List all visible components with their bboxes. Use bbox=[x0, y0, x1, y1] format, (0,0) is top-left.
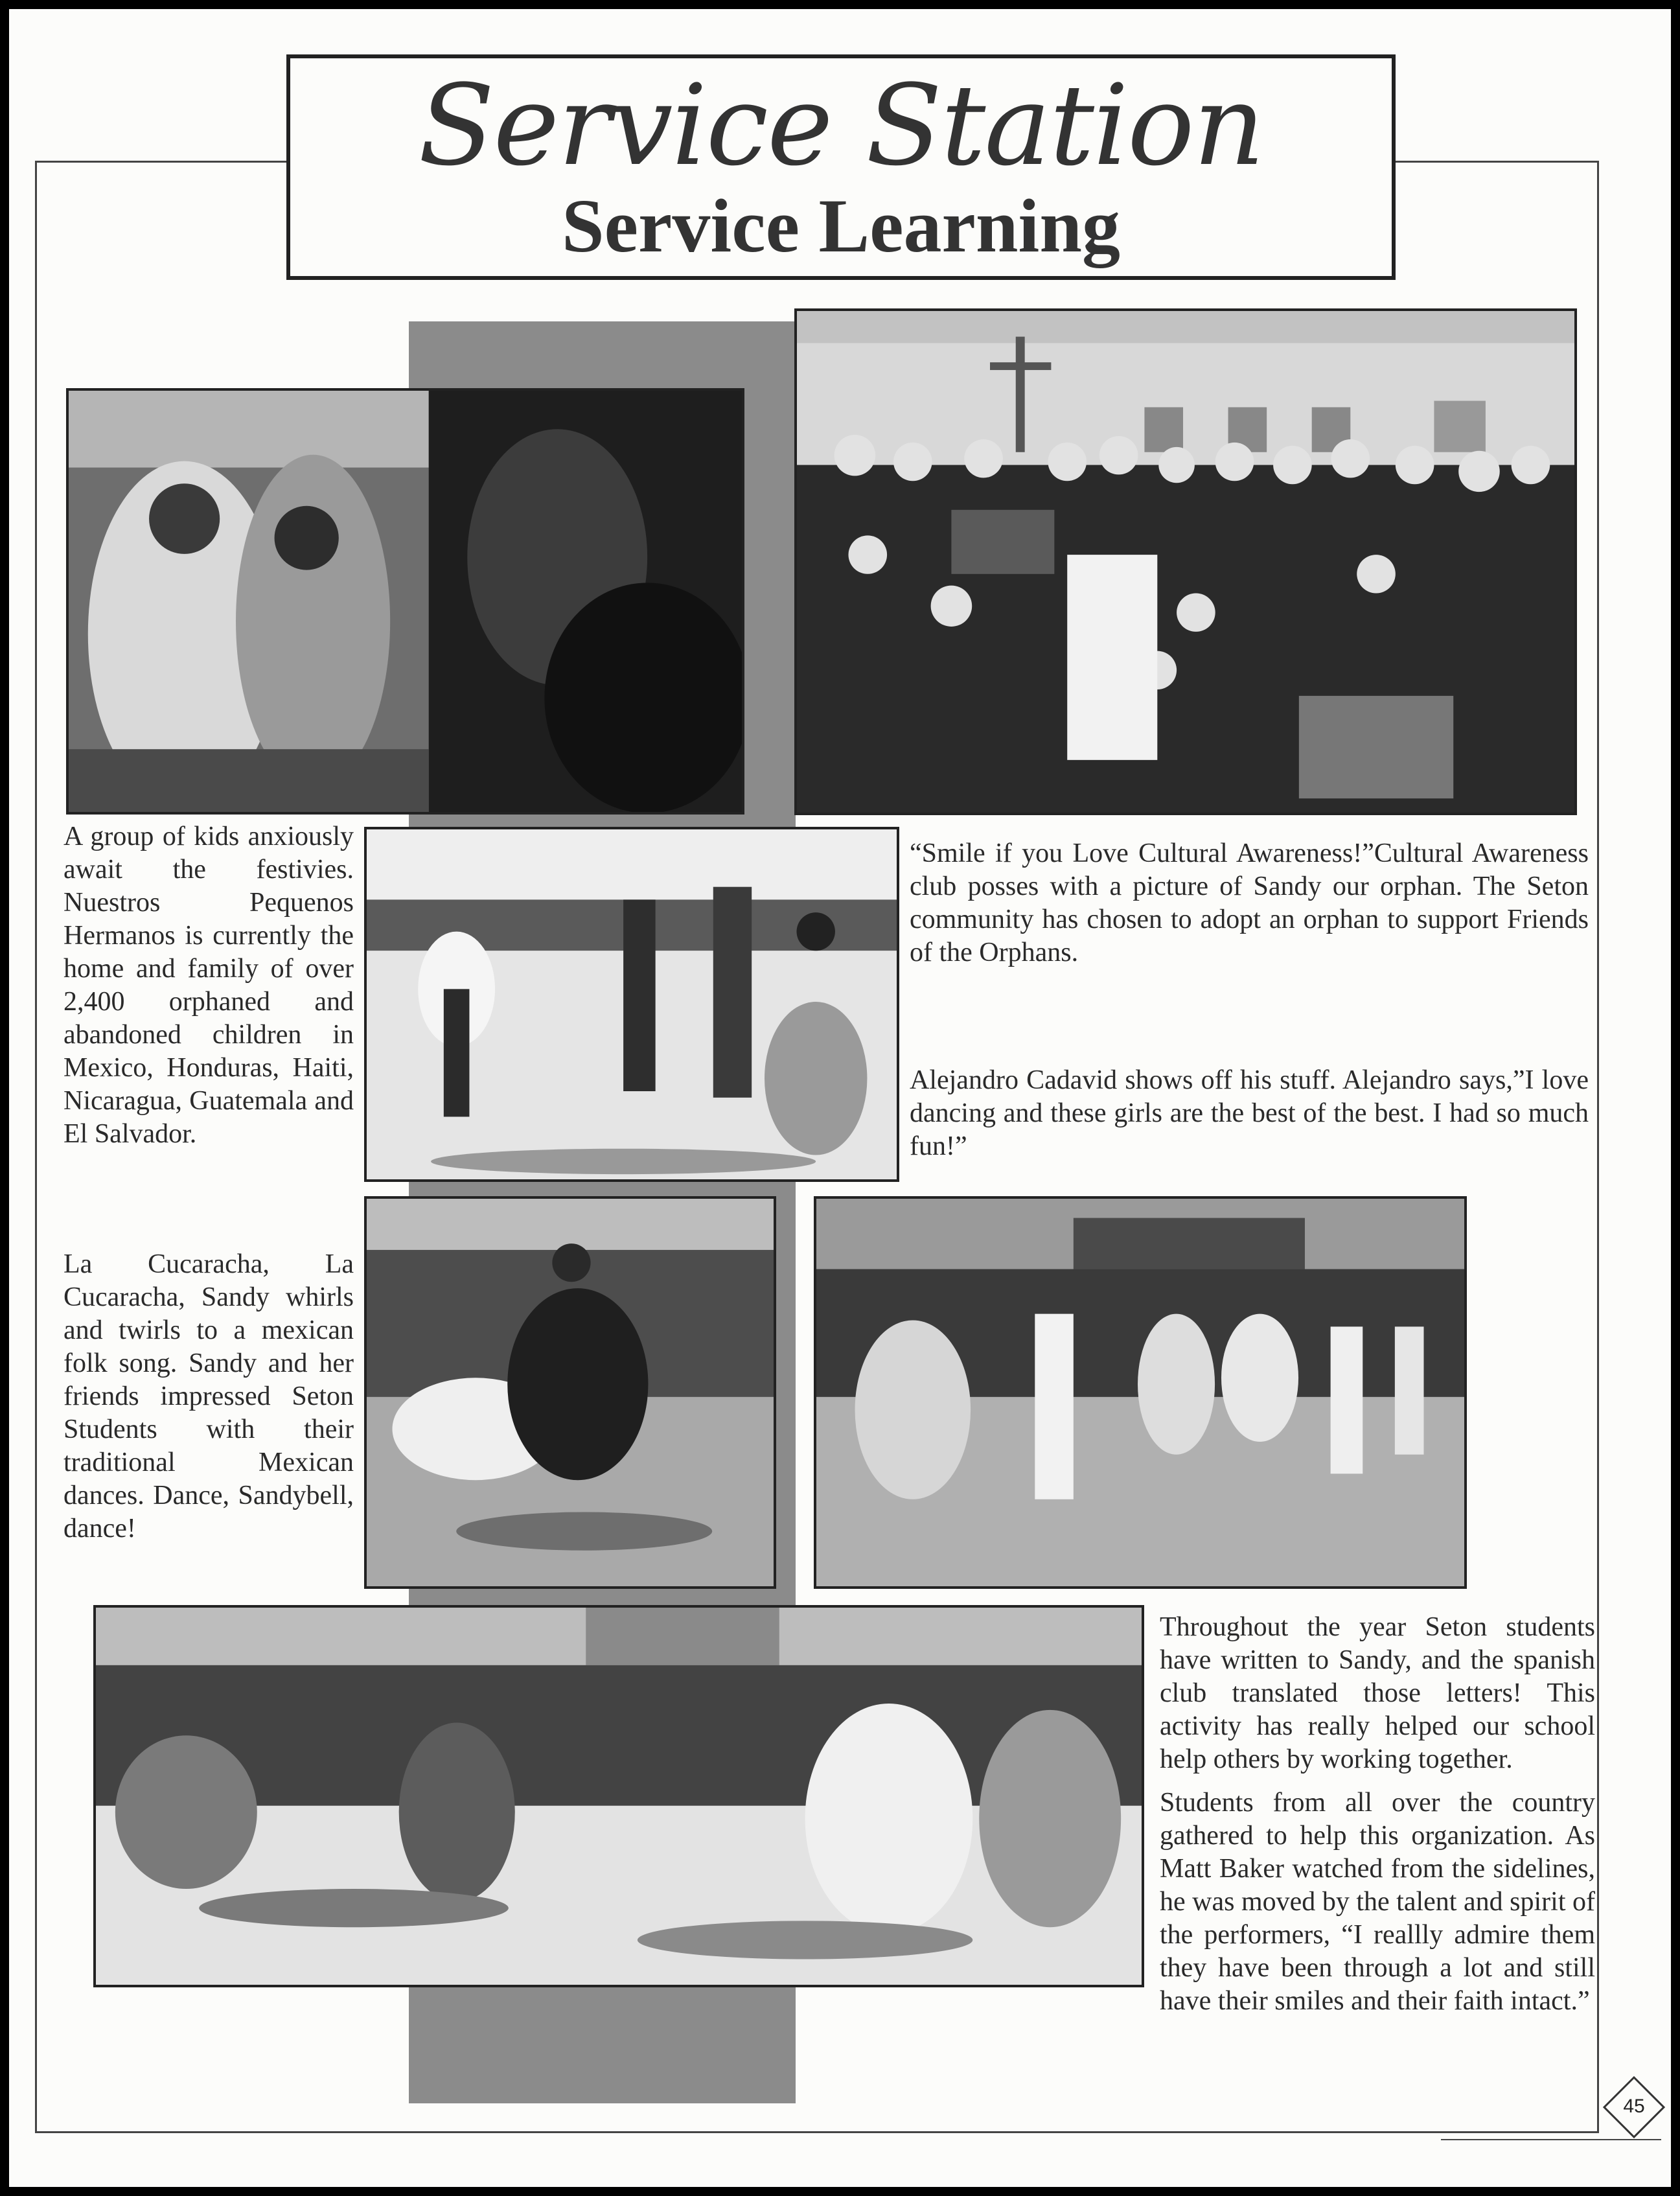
photo-club-group bbox=[794, 308, 1577, 815]
footer-rule bbox=[1441, 2139, 1661, 2140]
photo-line-dance-image bbox=[816, 1199, 1464, 1586]
page-title: Service Station bbox=[418, 60, 1264, 191]
photo-couple-dance-image bbox=[367, 829, 897, 1179]
caption-kids-text: A group of kids anxiously await the festivies. Nuestros Pequenos Hermanos is currently the home and family of over 2,400 orphaned and abandoned children in Mexico, Honduras, Haiti, Nicaragua, Guatemala and El Salvador. bbox=[63, 822, 354, 1149]
photo-crowd-dance-image bbox=[96, 1608, 1142, 1985]
caption-cucaracha-text: La Cucaracha, La Cucaracha, Sandy whirls and twirls to a mexican folk song. Sandy and her friends impressed Seton Students with their traditional Mexican dances. Dance, Sandybell, dance! bbox=[63, 1249, 354, 1543]
photo-club-group-image bbox=[797, 311, 1574, 813]
caption-throughout-text: Throughout the year Seton students have written to Sandy, and the spanish club translated those letters! This activity has really helped our school help others by working together. bbox=[1160, 1612, 1595, 1774]
caption-students-text: Students from all over the country gathered to help this organization. As Matt Baker watched from the sidelines, he was moved by the talent and spirit of the performers, “I reallly admire them they have been through a lot and still have their smiles and their faith intact.” bbox=[1160, 1788, 1595, 2016]
page-number-badge bbox=[1603, 2076, 1665, 2138]
yearbook-page bbox=[9, 9, 1671, 2187]
photo-couple-dance bbox=[364, 827, 899, 1182]
caption-smile-text: “Smile if you Love Cultural Awareness!”Cultural Awareness club posses with a picture of Sandy our orphan. The Seton community has chosen to adopt an orphan to support Friends of the Orphans. bbox=[910, 838, 1589, 967]
photo-kids-waiting-image bbox=[69, 391, 742, 812]
page-number: 45 bbox=[1623, 2096, 1645, 2117]
photo-kids-waiting bbox=[66, 388, 744, 815]
caption-alejandro bbox=[910, 1064, 1589, 1173]
caption-alejandro-text: Alejandro Cadavid shows off his stuff. Alejandro says,”I love dancing and these girls are the best of the best. I had so much fun!” bbox=[910, 1065, 1589, 1161]
photo-crowd-dance bbox=[93, 1605, 1144, 1987]
caption-throughout-students bbox=[1160, 1611, 1595, 2028]
caption-cucaracha bbox=[63, 1248, 354, 1556]
photo-line-dance bbox=[814, 1196, 1467, 1589]
caption-kids bbox=[63, 820, 354, 1161]
page-subtitle: Service Learning bbox=[562, 183, 1120, 268]
photo-sandy-whirl bbox=[364, 1196, 776, 1589]
photo-sandy-whirl-image bbox=[367, 1199, 774, 1586]
title-box bbox=[286, 54, 1396, 280]
caption-smile bbox=[910, 837, 1589, 980]
